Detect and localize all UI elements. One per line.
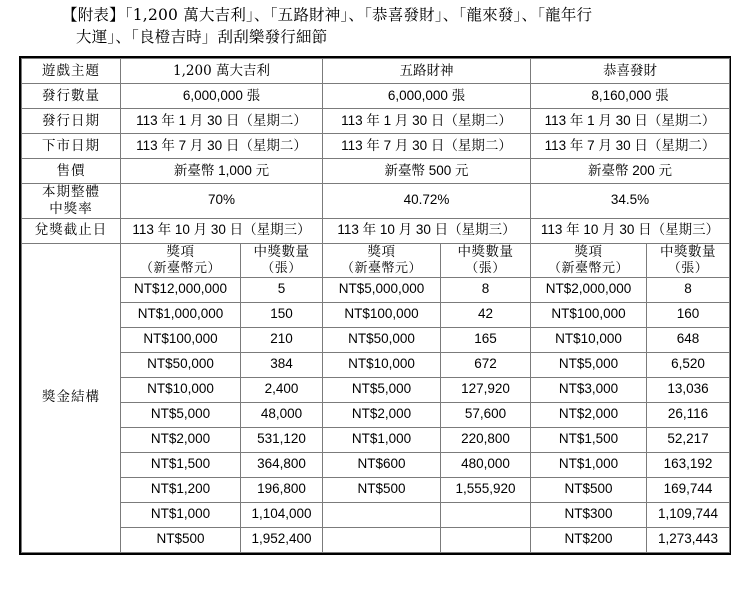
- cell-prize-count-g2-r7: 480,000: [441, 452, 531, 477]
- prize-header-amount-line-1-game-3: 獎項: [574, 243, 603, 260]
- table-row-prize: [22, 302, 730, 327]
- prize-header-amount-game-1: [121, 243, 241, 277]
- cell-prize-amount-g2-r7: NT$600: [323, 452, 441, 477]
- prize-header-count-line-1-game-1: 中獎數量: [253, 243, 310, 260]
- cell-prize-amount-g3-r10: NT$200: [531, 527, 647, 552]
- cell-prize-count-g1-r1: 150: [241, 302, 323, 327]
- cell-claim-deadline-game-3: 113 年 10 月 30 日（星期三）: [531, 218, 730, 243]
- table-row-claim-deadline: [22, 218, 730, 243]
- lottery-detail-table-wrapper: [19, 56, 731, 555]
- table-row-prize: [22, 327, 730, 352]
- prize-header-count-line-1-game-2: 中獎數量: [457, 243, 514, 260]
- cell-prize-count-g1-r8: 196,800: [241, 477, 323, 502]
- row-label-delist-date: 下市日期: [22, 134, 121, 159]
- row-label-prize-structure: 獎金結構: [22, 243, 121, 552]
- cell-prize-count-g3-r4: 13,036: [647, 377, 730, 402]
- cell-quantity-game-1: 6,000,000 張: [121, 84, 323, 109]
- cell-issue-date-game-3: 113 年 1 月 30 日（星期二）: [531, 109, 730, 134]
- cell-prize-amount-g3-r9: NT$300: [531, 502, 647, 527]
- cell-prize-count-g1-r6: 531,120: [241, 427, 323, 452]
- page-title: [0, 0, 750, 50]
- cell-prize-count-g2-r0: 8: [441, 277, 531, 302]
- cell-prize-count-g2-r2: 165: [441, 327, 531, 352]
- prize-header-count-line-2-game-2: （張）: [465, 260, 506, 276]
- cell-prize-amount-g1-r10: NT$500: [121, 527, 241, 552]
- cell-prize-count-g1-r10: 1,952,400: [241, 527, 323, 552]
- prize-header-count-game-3: [647, 243, 730, 277]
- table-row-delist-date: [22, 134, 730, 159]
- cell-price-game-2: 新臺幣 500 元: [323, 159, 531, 184]
- cell-prize-count-g1-r0: 5: [241, 277, 323, 302]
- cell-prize-amount-g1-r1: NT$1,000,000: [121, 302, 241, 327]
- cell-prize-count-g2-r8: 1,555,920: [441, 477, 531, 502]
- table-row-prize: [22, 277, 730, 302]
- table-row-prize: [22, 352, 730, 377]
- row-label-claim-deadline: 兌獎截止日: [22, 218, 121, 243]
- cell-prize-count-g1-r7: 364,800: [241, 452, 323, 477]
- cell-price-game-3: 新臺幣 200 元: [531, 159, 730, 184]
- row-label-issue-date: 發行日期: [22, 109, 121, 134]
- cell-prize-amount-g3-r8: NT$500: [531, 477, 647, 502]
- cell-prize-amount-g2-r6: NT$1,000: [323, 427, 441, 452]
- cell-prize-count-g3-r9: 1,109,744: [647, 502, 730, 527]
- cell-quantity-game-2: 6,000,000 張: [323, 84, 531, 109]
- cell-prize-amount-g1-r6: NT$2,000: [121, 427, 241, 452]
- table-row-prize-header: [22, 243, 730, 277]
- cell-prize-amount-g1-r5: NT$5,000: [121, 402, 241, 427]
- cell-prize-amount-g3-r2: NT$10,000: [531, 327, 647, 352]
- table-row-prize: [22, 402, 730, 427]
- cell-prize-amount-g2-r9: [323, 502, 441, 527]
- cell-claim-deadline-game-1: 113 年 10 月 30 日（星期三）: [121, 218, 323, 243]
- page-title-line-1: 【附表】「1,200 萬大吉利」、「五路財神」、「恭喜發財」、「龍來發」、「龍年行: [62, 6, 593, 24]
- cell-win-rate-game-3: 34.5%: [531, 184, 730, 219]
- cell-prize-amount-g2-r10: [323, 527, 441, 552]
- cell-delist-date-game-3: 113 年 7 月 30 日（星期二）: [531, 134, 730, 159]
- cell-prize-amount-g2-r8: NT$500: [323, 477, 441, 502]
- cell-quantity-game-3: 8,160,000 張: [531, 84, 730, 109]
- prize-header-amount-line-2-game-2: （新臺幣元）: [341, 260, 423, 276]
- prize-header-count-line-1-game-3: 中獎數量: [660, 243, 717, 260]
- cell-prize-count-g1-r4: 2,400: [241, 377, 323, 402]
- cell-prize-count-g3-r0: 8: [647, 277, 730, 302]
- table-row-prize: [22, 452, 730, 477]
- table-row-prize: [22, 502, 730, 527]
- cell-prize-count-g1-r9: 1,104,000: [241, 502, 323, 527]
- row-label-quantity: 發行數量: [22, 84, 121, 109]
- cell-issue-date-game-2: 113 年 1 月 30 日（星期二）: [323, 109, 531, 134]
- cell-prize-count-g2-r1: 42: [441, 302, 531, 327]
- row-label-price: 售價: [22, 159, 121, 184]
- cell-prize-amount-g2-r0: NT$5,000,000: [323, 277, 441, 302]
- row-label-win-rate: [22, 184, 121, 219]
- cell-prize-count-g2-r4: 127,920: [441, 377, 531, 402]
- prize-header-count-line-2-game-3: （張）: [667, 260, 709, 276]
- prize-header-amount-line-2-game-1: （新臺幣元）: [139, 260, 221, 276]
- cell-prize-count-g3-r10: 1,273,443: [647, 527, 730, 552]
- row-label-win-rate-line-1: 本期整體: [42, 184, 100, 200]
- cell-prize-amount-g3-r1: NT$100,000: [531, 302, 647, 327]
- table-row-prize: [22, 477, 730, 502]
- cell-prize-count-g3-r1: 160: [647, 302, 730, 327]
- cell-prize-count-g2-r9: [441, 502, 531, 527]
- cell-theme-game-3: 恭喜發財: [531, 59, 730, 84]
- cell-prize-count-g2-r3: 672: [441, 352, 531, 377]
- prize-header-amount-line-1-game-1: 獎項: [166, 243, 195, 260]
- cell-theme-game-1: 1,200 萬大吉利: [121, 59, 323, 84]
- cell-delist-date-game-2: 113 年 7 月 30 日（星期二）: [323, 134, 531, 159]
- cell-prize-count-g2-r6: 220,800: [441, 427, 531, 452]
- row-label-win-rate-line-2: 中獎率: [49, 200, 93, 217]
- table-row-price: [22, 159, 730, 184]
- cell-prize-amount-g1-r7: NT$1,500: [121, 452, 241, 477]
- cell-prize-count-g1-r2: 210: [241, 327, 323, 352]
- cell-prize-amount-g2-r2: NT$50,000: [323, 327, 441, 352]
- cell-prize-amount-g3-r3: NT$5,000: [531, 352, 647, 377]
- cell-claim-deadline-game-2: 113 年 10 月 30 日（星期三）: [323, 218, 531, 243]
- table-row-prize: [22, 427, 730, 452]
- cell-prize-count-g3-r6: 52,217: [647, 427, 730, 452]
- table-row-issue-date: [22, 109, 730, 134]
- cell-issue-date-game-1: 113 年 1 月 30 日（星期二）: [121, 109, 323, 134]
- row-label-theme: 遊戲主題: [22, 59, 121, 84]
- cell-prize-amount-g2-r1: NT$100,000: [323, 302, 441, 327]
- prize-header-count-game-2: [441, 243, 531, 277]
- page-title-line-2: 大運」、「良橙吉時」刮刮樂發行細節: [76, 28, 328, 46]
- cell-theme-game-2: 五路財神: [323, 59, 531, 84]
- cell-prize-amount-g2-r3: NT$10,000: [323, 352, 441, 377]
- cell-prize-count-g2-r5: 57,600: [441, 402, 531, 427]
- table-row-theme: [22, 59, 730, 84]
- prize-header-amount-game-2: [323, 243, 441, 277]
- cell-prize-amount-g3-r0: NT$2,000,000: [531, 277, 647, 302]
- cell-prize-count-g3-r3: 6,520: [647, 352, 730, 377]
- cell-prize-count-g2-r10: [441, 527, 531, 552]
- lottery-detail-table: [21, 58, 730, 553]
- table-row-quantity: [22, 84, 730, 109]
- cell-prize-amount-g1-r2: NT$100,000: [121, 327, 241, 352]
- cell-prize-count-g3-r7: 163,192: [647, 452, 730, 477]
- cell-prize-count-g3-r8: 169,744: [647, 477, 730, 502]
- prize-header-count-line-2-game-1: （張）: [261, 260, 302, 276]
- prize-header-amount-line-1-game-2: 獎項: [367, 243, 396, 260]
- table-row-prize: [22, 377, 730, 402]
- cell-prize-amount-g3-r5: NT$2,000: [531, 402, 647, 427]
- prize-header-count-game-1: [241, 243, 323, 277]
- cell-prize-count-g1-r5: 48,000: [241, 402, 323, 427]
- cell-win-rate-game-2: 40.72%: [323, 184, 531, 219]
- table-row-win-rate: [22, 184, 730, 219]
- cell-prize-amount-g1-r0: NT$12,000,000: [121, 277, 241, 302]
- cell-prize-amount-g3-r6: NT$1,500: [531, 427, 647, 452]
- cell-delist-date-game-1: 113 年 7 月 30 日（星期二）: [121, 134, 323, 159]
- table-row-prize: [22, 527, 730, 552]
- cell-prize-amount-g2-r5: NT$2,000: [323, 402, 441, 427]
- cell-prize-amount-g1-r8: NT$1,200: [121, 477, 241, 502]
- cell-prize-count-g1-r3: 384: [241, 352, 323, 377]
- prize-header-amount-game-3: [531, 243, 647, 277]
- cell-win-rate-game-1: 70%: [121, 184, 323, 219]
- cell-prize-amount-g1-r3: NT$50,000: [121, 352, 241, 377]
- cell-prize-count-g3-r5: 26,116: [647, 402, 730, 427]
- cell-prize-count-g3-r2: 648: [647, 327, 730, 352]
- cell-prize-amount-g2-r4: NT$5,000: [323, 377, 441, 402]
- cell-prize-amount-g3-r7: NT$1,000: [531, 452, 647, 477]
- cell-prize-amount-g3-r4: NT$3,000: [531, 377, 647, 402]
- prize-header-amount-line-2-game-3: （新臺幣元）: [548, 260, 630, 276]
- cell-prize-amount-g1-r9: NT$1,000: [121, 502, 241, 527]
- cell-price-game-1: 新臺幣 1,000 元: [121, 159, 323, 184]
- cell-prize-amount-g1-r4: NT$10,000: [121, 377, 241, 402]
